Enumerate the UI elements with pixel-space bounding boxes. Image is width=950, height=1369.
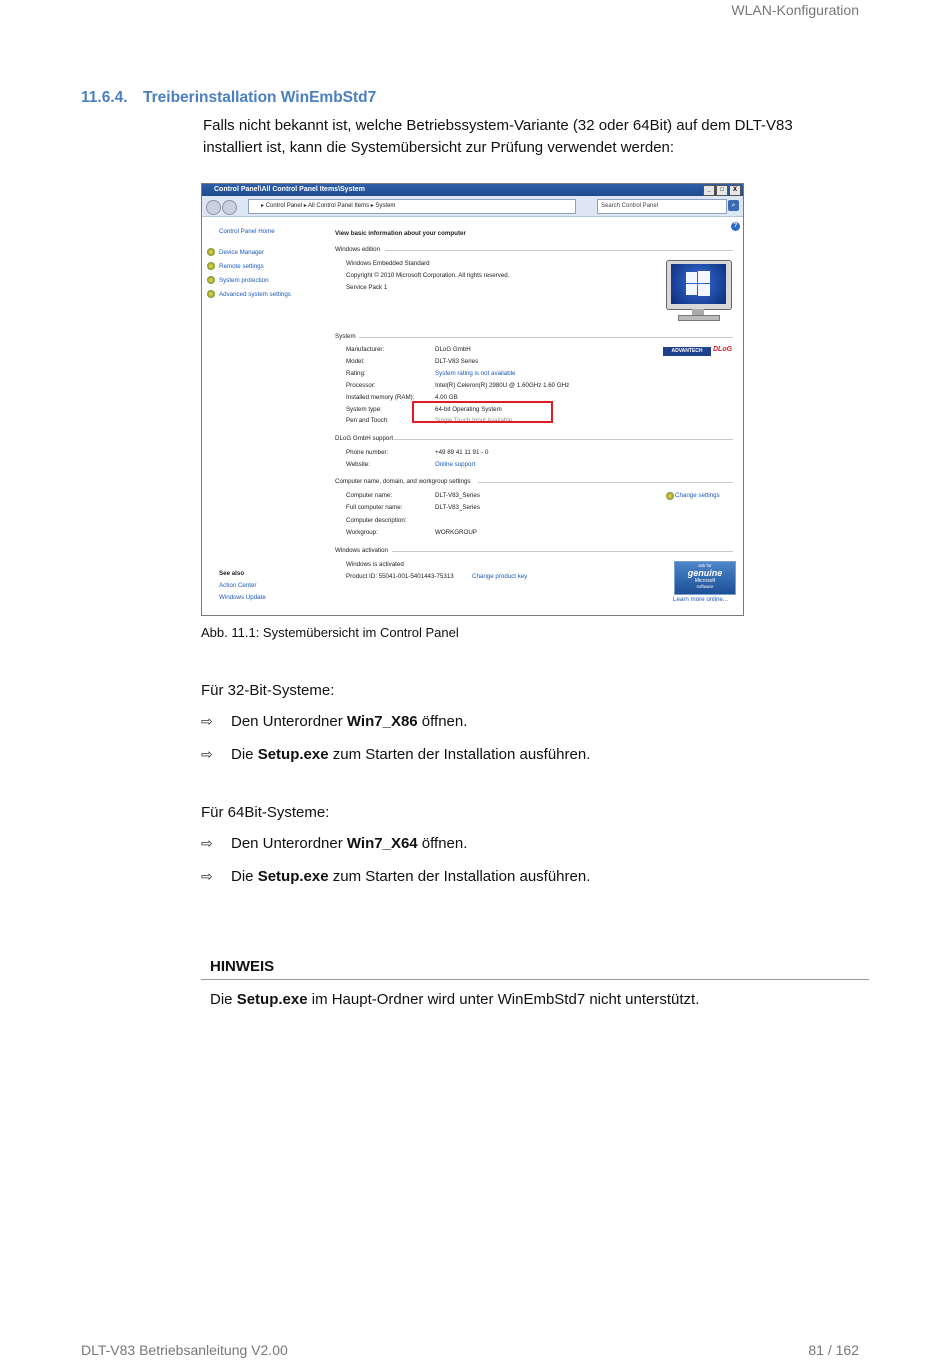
maximize-button[interactable]: □: [716, 185, 728, 196]
pen-touch-value: Single Touch Input Available: [435, 417, 513, 424]
genuine-microsoft-badge: ask for genuine Microsoft software: [674, 561, 736, 595]
forward-arrow-icon[interactable]: [222, 200, 237, 215]
activation-header: Windows activation: [335, 547, 388, 554]
rating-label: Rating:: [346, 370, 366, 377]
section-heading: [81, 89, 376, 107]
full-computer-name-value: DLT-V83_Series: [435, 504, 480, 511]
address-bar-area: [202, 196, 743, 217]
memory-value: 4.00 GB: [435, 394, 458, 401]
main-heading: View basic information about your computer: [335, 230, 466, 237]
windows-logo-monitor-icon: [666, 260, 732, 326]
shield-icon: [207, 262, 215, 270]
folder-name: Win7_X86: [346, 713, 418, 730]
file-name: Setup.exe: [257, 746, 329, 763]
processor-label: Processor:: [346, 382, 376, 389]
processor-value: Intel(R) Celeron(R) 2980U @ 1.60GHz 1.60 GHz: [435, 382, 570, 389]
arrow-right-outline-icon: ⇨: [201, 835, 213, 851]
online-support-link[interactable]: Online support: [435, 461, 476, 468]
edition-copyright: Copyright © 2010 Microsoft Corporation. All rights reserved.: [346, 272, 510, 279]
change-product-key-link[interactable]: Change product key: [472, 573, 528, 580]
system-type-value: 64-bit Operating System: [435, 406, 502, 413]
manufacturer-label: Manufacturer:: [346, 346, 385, 353]
shield-icon: [666, 492, 674, 500]
computer-header: Computer name, domain, and workgroup settings: [335, 478, 471, 485]
list-item: [201, 868, 590, 885]
computer-name-value: DLT-V83_Series: [435, 492, 480, 499]
section-title: Treiberinstallation WinEmbStd7: [143, 89, 377, 106]
file-name: Setup.exe: [257, 868, 329, 885]
close-button[interactable]: X: [729, 185, 741, 196]
bullet-text: Den Unterordner: [231, 835, 347, 852]
service-pack: Service Pack 1: [346, 284, 388, 291]
bullet-text: Die: [231, 746, 258, 763]
dlog-logo: DLoG: [713, 346, 733, 353]
shield-icon: [207, 290, 215, 298]
section-number: 11.6.4.: [81, 89, 128, 106]
arrow-right-outline-icon: ⇨: [201, 746, 213, 762]
memory-label: Installed memory (RAM):: [346, 394, 415, 401]
pen-touch-label: Pen and Touch:: [346, 417, 389, 424]
list-64bit-title: Für 64Bit-Systeme:: [201, 804, 330, 821]
note-title: HINWEIS: [210, 958, 275, 975]
window-title-bar: [202, 184, 743, 196]
running-header: WLAN-Konfiguration: [731, 2, 859, 18]
remote-settings-link[interactable]: Remote settings: [219, 263, 264, 270]
bullet-text: Den Unterordner: [231, 713, 347, 730]
model-label: Model:: [346, 358, 365, 365]
intro-line-1: Falls nicht bekannt ist, welche Betriebssystem-Variante (32 oder 64Bit) auf dem DLT-V83: [203, 117, 793, 134]
arrow-right-outline-icon: ⇨: [201, 713, 213, 729]
device-manager-link[interactable]: Device Manager: [219, 249, 265, 256]
minimize-button[interactable]: _: [703, 185, 715, 196]
bullet-text: zum Starten der Installation ausführen.: [328, 746, 591, 763]
footer-page-number: 81 / 162: [808, 1342, 859, 1358]
system-header: System: [335, 333, 356, 340]
phone-value: +49 89 41 11 91 - 0: [435, 449, 489, 456]
activation-status: Windows is activated: [346, 561, 404, 568]
footer-document-title: DLT-V83 Betriebsanleitung V2.00: [81, 1342, 288, 1358]
control-panel-home-link[interactable]: Control Panel Home: [219, 228, 275, 235]
shield-icon: [207, 276, 215, 284]
highlight-box: [412, 401, 553, 423]
see-also-heading: See also: [219, 570, 245, 577]
computer-name-label: Computer name:: [346, 492, 393, 499]
product-id: Product ID: 55041-001-5401443-75313: [346, 573, 454, 580]
system-control-panel-screenshot: [201, 183, 744, 616]
window-title: Control Panel\All Control Panel Items\System: [214, 186, 365, 193]
model-value: DLT-V83 Series: [435, 358, 479, 365]
bullet-text: öffnen.: [417, 713, 468, 730]
note-divider: [201, 979, 869, 980]
advanced-settings-link[interactable]: Advanced system settings: [219, 291, 291, 298]
action-center-link[interactable]: Action Center: [219, 582, 257, 589]
bullet-text: öffnen.: [417, 835, 468, 852]
learn-more-link[interactable]: Learn more online...: [673, 596, 729, 603]
list-item: [201, 835, 467, 852]
workgroup-value: WORKGROUP: [435, 529, 477, 536]
note-text: Die Setup.exe im Haupt-Ordner wird unter WinEmbStd7 nicht unterstützt.: [210, 991, 700, 1008]
edition-name: Windows Embedded Standard: [346, 260, 430, 267]
back-arrow-icon[interactable]: [206, 200, 221, 215]
system-type-label: System type:: [346, 406, 382, 413]
windows-update-link[interactable]: Windows Update: [219, 594, 266, 601]
phone-label: Phone number:: [346, 449, 389, 456]
list-32bit-title: Für 32-Bit-Systeme:: [201, 682, 335, 699]
rating-link[interactable]: System rating is not available: [435, 370, 516, 377]
list-item: [201, 746, 590, 763]
edition-header: Windows edition: [335, 246, 381, 253]
search-input[interactable]: Search Control Panel: [597, 199, 727, 214]
support-header: DLoG GmbH support: [335, 435, 394, 442]
folder-name: Win7_X64: [346, 835, 418, 852]
bullet-text: Die: [231, 868, 258, 885]
list-item: [201, 713, 467, 730]
change-settings-link[interactable]: Change settings: [675, 492, 720, 499]
bullet-text: zum Starten der Installation ausführen.: [328, 868, 591, 885]
intro-line-2: installiert ist, kann die Systemübersicht zur Prüfung verwendet werden:: [203, 139, 675, 156]
computer-description-label: Computer description:: [346, 517, 407, 524]
help-icon[interactable]: ?: [731, 222, 740, 231]
search-icon[interactable]: ⌕: [728, 200, 739, 211]
arrow-right-outline-icon: ⇨: [201, 868, 213, 884]
website-label: Website:: [346, 461, 370, 468]
system-protection-link[interactable]: System protection: [219, 277, 269, 284]
shield-icon: [207, 248, 215, 256]
full-computer-name-label: Full computer name:: [346, 504, 403, 511]
workgroup-label: Workgroup:: [346, 529, 378, 536]
figure-caption: Abb. 11.1: Systemübersicht im Control Panel: [201, 625, 459, 640]
intro-paragraph: [203, 115, 843, 159]
advantech-logo: ADVANTECH: [663, 347, 711, 356]
manufacturer-value: DLoG GmbH: [435, 346, 471, 353]
address-input[interactable]: ▸ Control Panel ▸ All Control Panel Items ▸ System: [248, 199, 576, 214]
